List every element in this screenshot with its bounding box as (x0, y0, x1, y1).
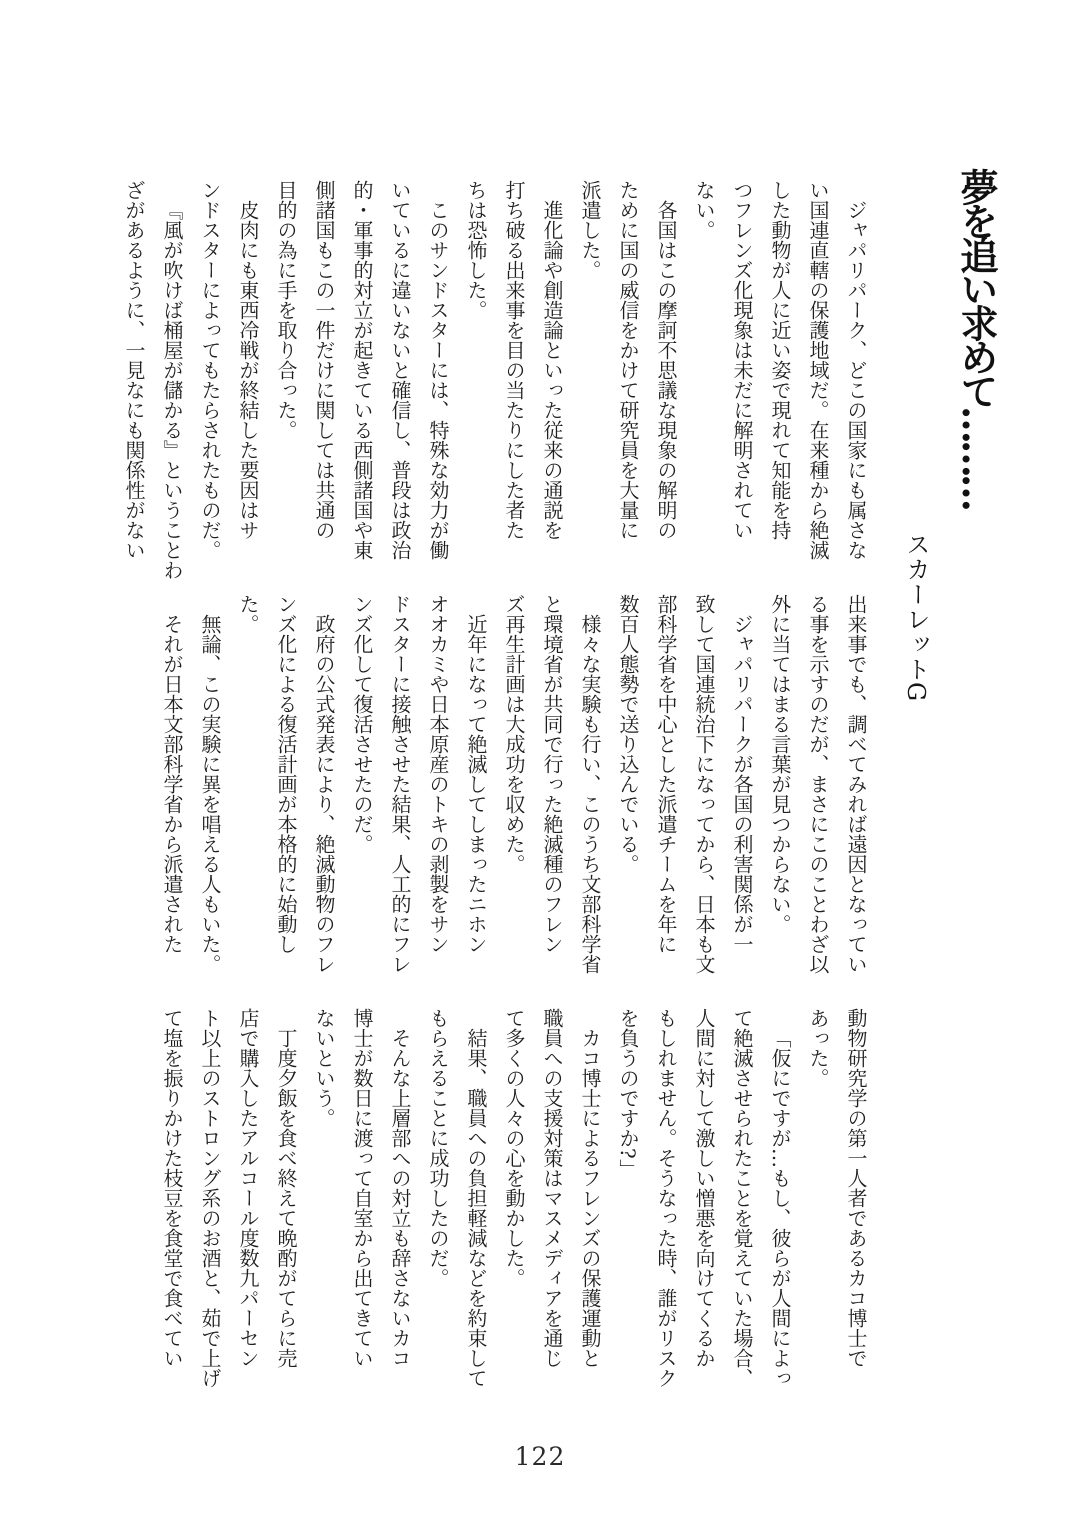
text-line: ンズ化による復活計画が本格的に始動し (274, 594, 298, 954)
text-line: た。 (236, 594, 260, 634)
text-line: ちは恐怖した。 (464, 180, 488, 320)
text-line: 近年になって絶滅してしまったニホン (464, 614, 488, 954)
text-line: 丁度夕飯を食べ終えて晩酌がてらに売 (274, 1028, 298, 1368)
text-line: 数百人態勢で送り込んでいる。 (616, 594, 640, 874)
page-title: 夢を追い求めて……… (954, 168, 999, 508)
text-line: ざがあるように、一見なにも関係性がない (122, 180, 146, 560)
text-line: ンズ化して復活させたのだ。 (350, 594, 374, 854)
text-line: 様々な実験も行い、このうち文部科学省 (578, 614, 602, 974)
text-line: 的・軍事的対立が起きている西側諸国や東 (350, 180, 374, 560)
text-line: もらえることに成功したのだ。 (426, 1008, 450, 1288)
text-band-middle (153, 594, 875, 978)
title-block (949, 168, 1004, 508)
text-line: 人間に対して激しい憎悪を向けてくるか (692, 1008, 716, 1368)
author-name: スカーレットG (902, 532, 930, 703)
text-line: 各国はこの摩訶不思議な現象の解明の (654, 200, 678, 540)
text-line: 店で購入したアルコール度数九パーセン (236, 1008, 260, 1368)
text-line: 『風が吹けば桶屋が儲かる』ということわ (160, 200, 184, 580)
text-line: そんな上層部への対立も辞さないカコ (388, 1028, 412, 1368)
text-line: 動物研究学の第一人者であるカコ博士で (844, 1008, 868, 1368)
text-line: ジャパリパークが各国の利害関係が一 (730, 614, 754, 954)
text-line: このサンドスターには、特殊な効力が働 (426, 200, 450, 560)
text-line: 進化論や創造論といった従来の通説を (540, 200, 564, 540)
text-line: ト以上のストロング系のお酒と、茹で上げ (198, 1008, 222, 1388)
text-line: 外に当てはまる言葉が見つからない。 (768, 594, 792, 934)
text-line: 結果、職員への負担軽減などを約束して (464, 1028, 488, 1388)
text-line: 目的の為に手を取り合った。 (274, 180, 298, 440)
text-line: い国連直轄の保護地域だ。在来種から絶滅 (806, 180, 830, 560)
text-line: て絶滅させられたことを覚えていた場合、 (730, 1008, 754, 1388)
text-line: オオカミや日本原産のトキの剥製をサン (426, 594, 450, 954)
text-band-top (115, 180, 875, 580)
text-line: ない。 (692, 180, 716, 240)
text-line: 部科学省を中心とした派遣チームを年に (654, 594, 678, 954)
text-line: それが日本文部科学省から派遣された (160, 614, 184, 954)
text-line: 皮肉にも東西冷戦が終結した要因はサ (236, 200, 260, 540)
text-line: ズ再生計画は大成功を収めた。 (502, 594, 526, 874)
text-line: いているに違いないと確信し、普段は政治 (388, 180, 412, 560)
text-line: て塩を振りかけた枝豆を食堂で食べてい (160, 1008, 184, 1368)
text-line: 「仮にですが…もし、彼らが人間によっ (768, 1028, 792, 1388)
text-line: 打ち破る出来事を目の当たりにした者た (502, 180, 526, 540)
text-line: ドスターに接触させた結果、人工的にフレ (388, 594, 412, 974)
text-line: 職員への支援対策はマスメディアを通じ (540, 1008, 564, 1368)
text-line: 側諸国もこの一件だけに関しては共通の (312, 180, 336, 540)
text-line: 派遣した。 (578, 180, 602, 280)
text-line: カコ博士によるフレンズの保護運動と (578, 1028, 602, 1368)
text-line: ンドスターによってもたらされたものだ。 (198, 180, 222, 560)
text-line: と環境省が共同で行った絶滅種のフレン (540, 594, 564, 954)
text-line: 致して国連統治下になってから、日本も文 (692, 594, 716, 974)
text-line: 出来事でも、調べてみれば遠因となってい (844, 594, 868, 974)
text-line: もしれません。そうなった時、誰がリスク (654, 1008, 678, 1388)
text-line: る事を示すのだが、まさにこのことわざ以 (806, 594, 830, 974)
text-line: ないという。 (312, 1008, 336, 1128)
text-line: した動物が人に近い姿で現れて知能を持 (768, 180, 792, 540)
text-line: 政府の公式発表により、絶滅動物のフレ (312, 614, 336, 974)
text-line: つフレンズ化現象は未だに解明されてい (730, 180, 754, 540)
text-line: ために国の威信をかけて研究員を大量に (616, 180, 640, 540)
text-line: あった。 (806, 1008, 830, 1088)
text-line: を負うのですか?」 (616, 1008, 640, 1179)
text-line: 博士が数日に渡って自室から出てきてい (350, 1008, 374, 1368)
text-line: て多くの人々の心を動かした。 (502, 1008, 526, 1288)
page-number: 122 (514, 1442, 566, 1471)
text-band-bottom (153, 1008, 875, 1392)
text-line: 無論、この実験に異を唱える人もいた。 (198, 614, 222, 974)
text-line: ジャパリパーク、どこの国家にも属さな (844, 200, 868, 560)
